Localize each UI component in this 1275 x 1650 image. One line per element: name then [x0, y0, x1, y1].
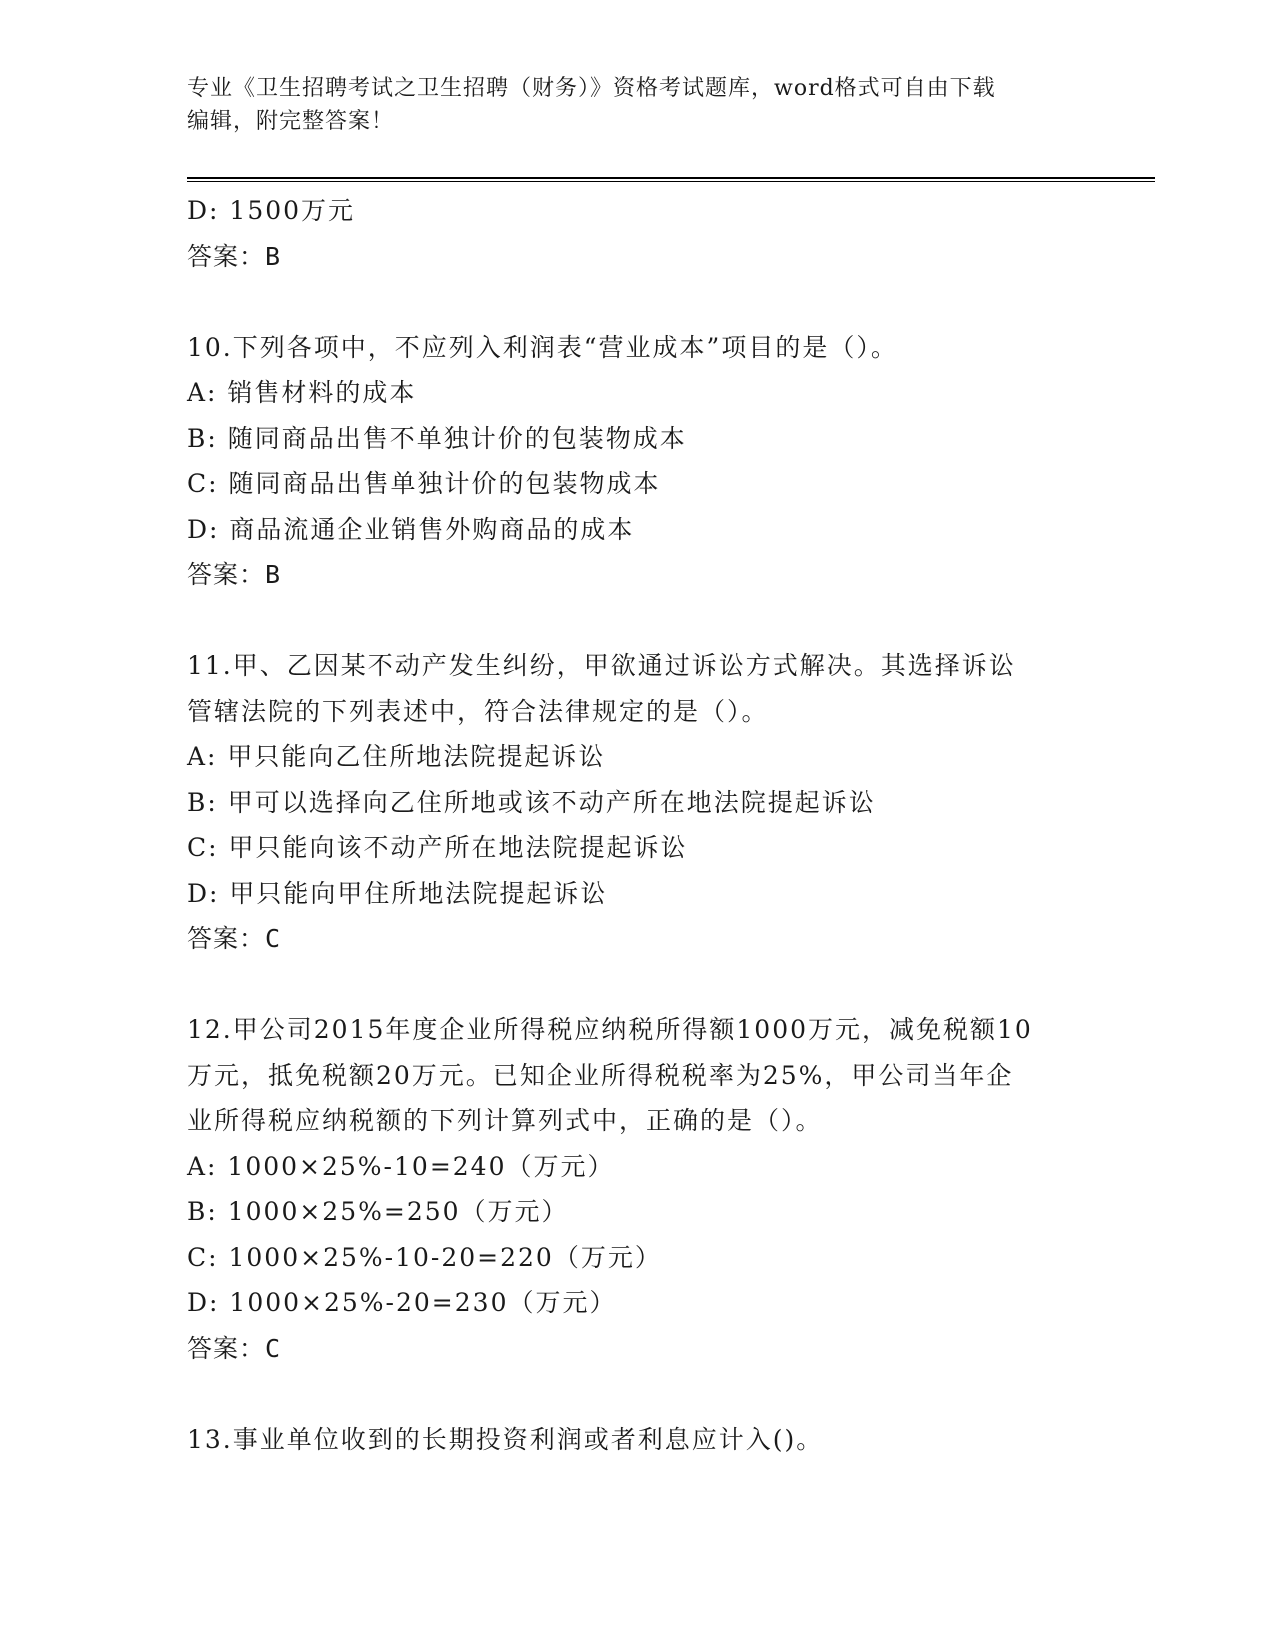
header-divider: [187, 177, 1155, 182]
q10-option-b: B: 随同商品出售不单独计价的包装物成本: [187, 423, 687, 453]
q11-stem-line-2: 管辖法院的下列表述中，符合法律规定的是（）。: [187, 696, 769, 726]
q10-stem: 10.下列各项中，不应列入利润表“营业成本”项目的是（）。: [187, 332, 898, 362]
spacer: [187, 962, 1087, 1008]
q12-option-b: B: 1000×25%=250（万元）: [187, 1197, 569, 1226]
q10-option-a: A: 销售材料的成本: [187, 378, 417, 407]
q13-stem: 13.事业单位收到的长期投资利润或者利息应计入()。: [187, 1424, 824, 1454]
q10-answer: 答案：B: [187, 560, 282, 589]
q11-answer: 答案：C: [187, 924, 282, 953]
prev-option-d: D: 1500万元: [187, 196, 356, 225]
header-line-1: 专业《卫生招聘考试之卫生招聘（财务）》资格考试题库，word格式可自由下载: [187, 76, 996, 101]
q12-option-a: A: 1000×25%-10=240（万元）: [187, 1151, 615, 1181]
q12-option-c: C: 1000×25%-10-20=220（万元）: [187, 1242, 662, 1272]
document-header: [187, 72, 1087, 138]
q10-option-c: C: 随同商品出售单独计价的包装物成本: [187, 469, 661, 498]
q12-stem-line-3: 业所得税应纳税额的下列计算列式中，正确的是（）。: [187, 1106, 823, 1135]
prev-answer: 答案：B: [187, 241, 282, 271]
q11-option-b: B: 甲可以选择向乙住所地或该不动产所在地法院提起诉讼: [187, 787, 876, 817]
spacer: [187, 279, 1087, 325]
q11-option-d: D: 甲只能向甲住所地法院提起诉讼: [187, 878, 608, 908]
q12-stem-line-2: 万元，抵免税额20万元。已知企业所得税税率为25%，甲公司当年企: [187, 1060, 1014, 1090]
spacer: [187, 1371, 1087, 1417]
header-line-2: 编辑，附完整答案！: [187, 109, 395, 134]
q11-option-a: A: 甲只能向乙住所地法院提起诉讼: [187, 742, 606, 771]
q12-answer: 答案：C: [187, 1333, 282, 1363]
q11-stem-line-1: 11.甲、乙因某不动产发生纠纷，甲欲通过诉讼方式解决。其选择诉讼: [187, 651, 1016, 680]
q11-option-c: C: 甲只能向该不动产所在地法院提起诉讼: [187, 833, 688, 862]
q12-option-d: D: 1000×25%-20=230（万元）: [187, 1288, 617, 1317]
question-content: [187, 188, 1087, 1462]
q12-stem-line-1: 12.甲公司2015年度企业所得税应纳税所得额1000万元，减免税额10: [187, 1015, 1033, 1044]
spacer: [187, 598, 1087, 644]
q10-option-d: D: 商品流通企业销售外购商品的成本: [187, 514, 635, 544]
